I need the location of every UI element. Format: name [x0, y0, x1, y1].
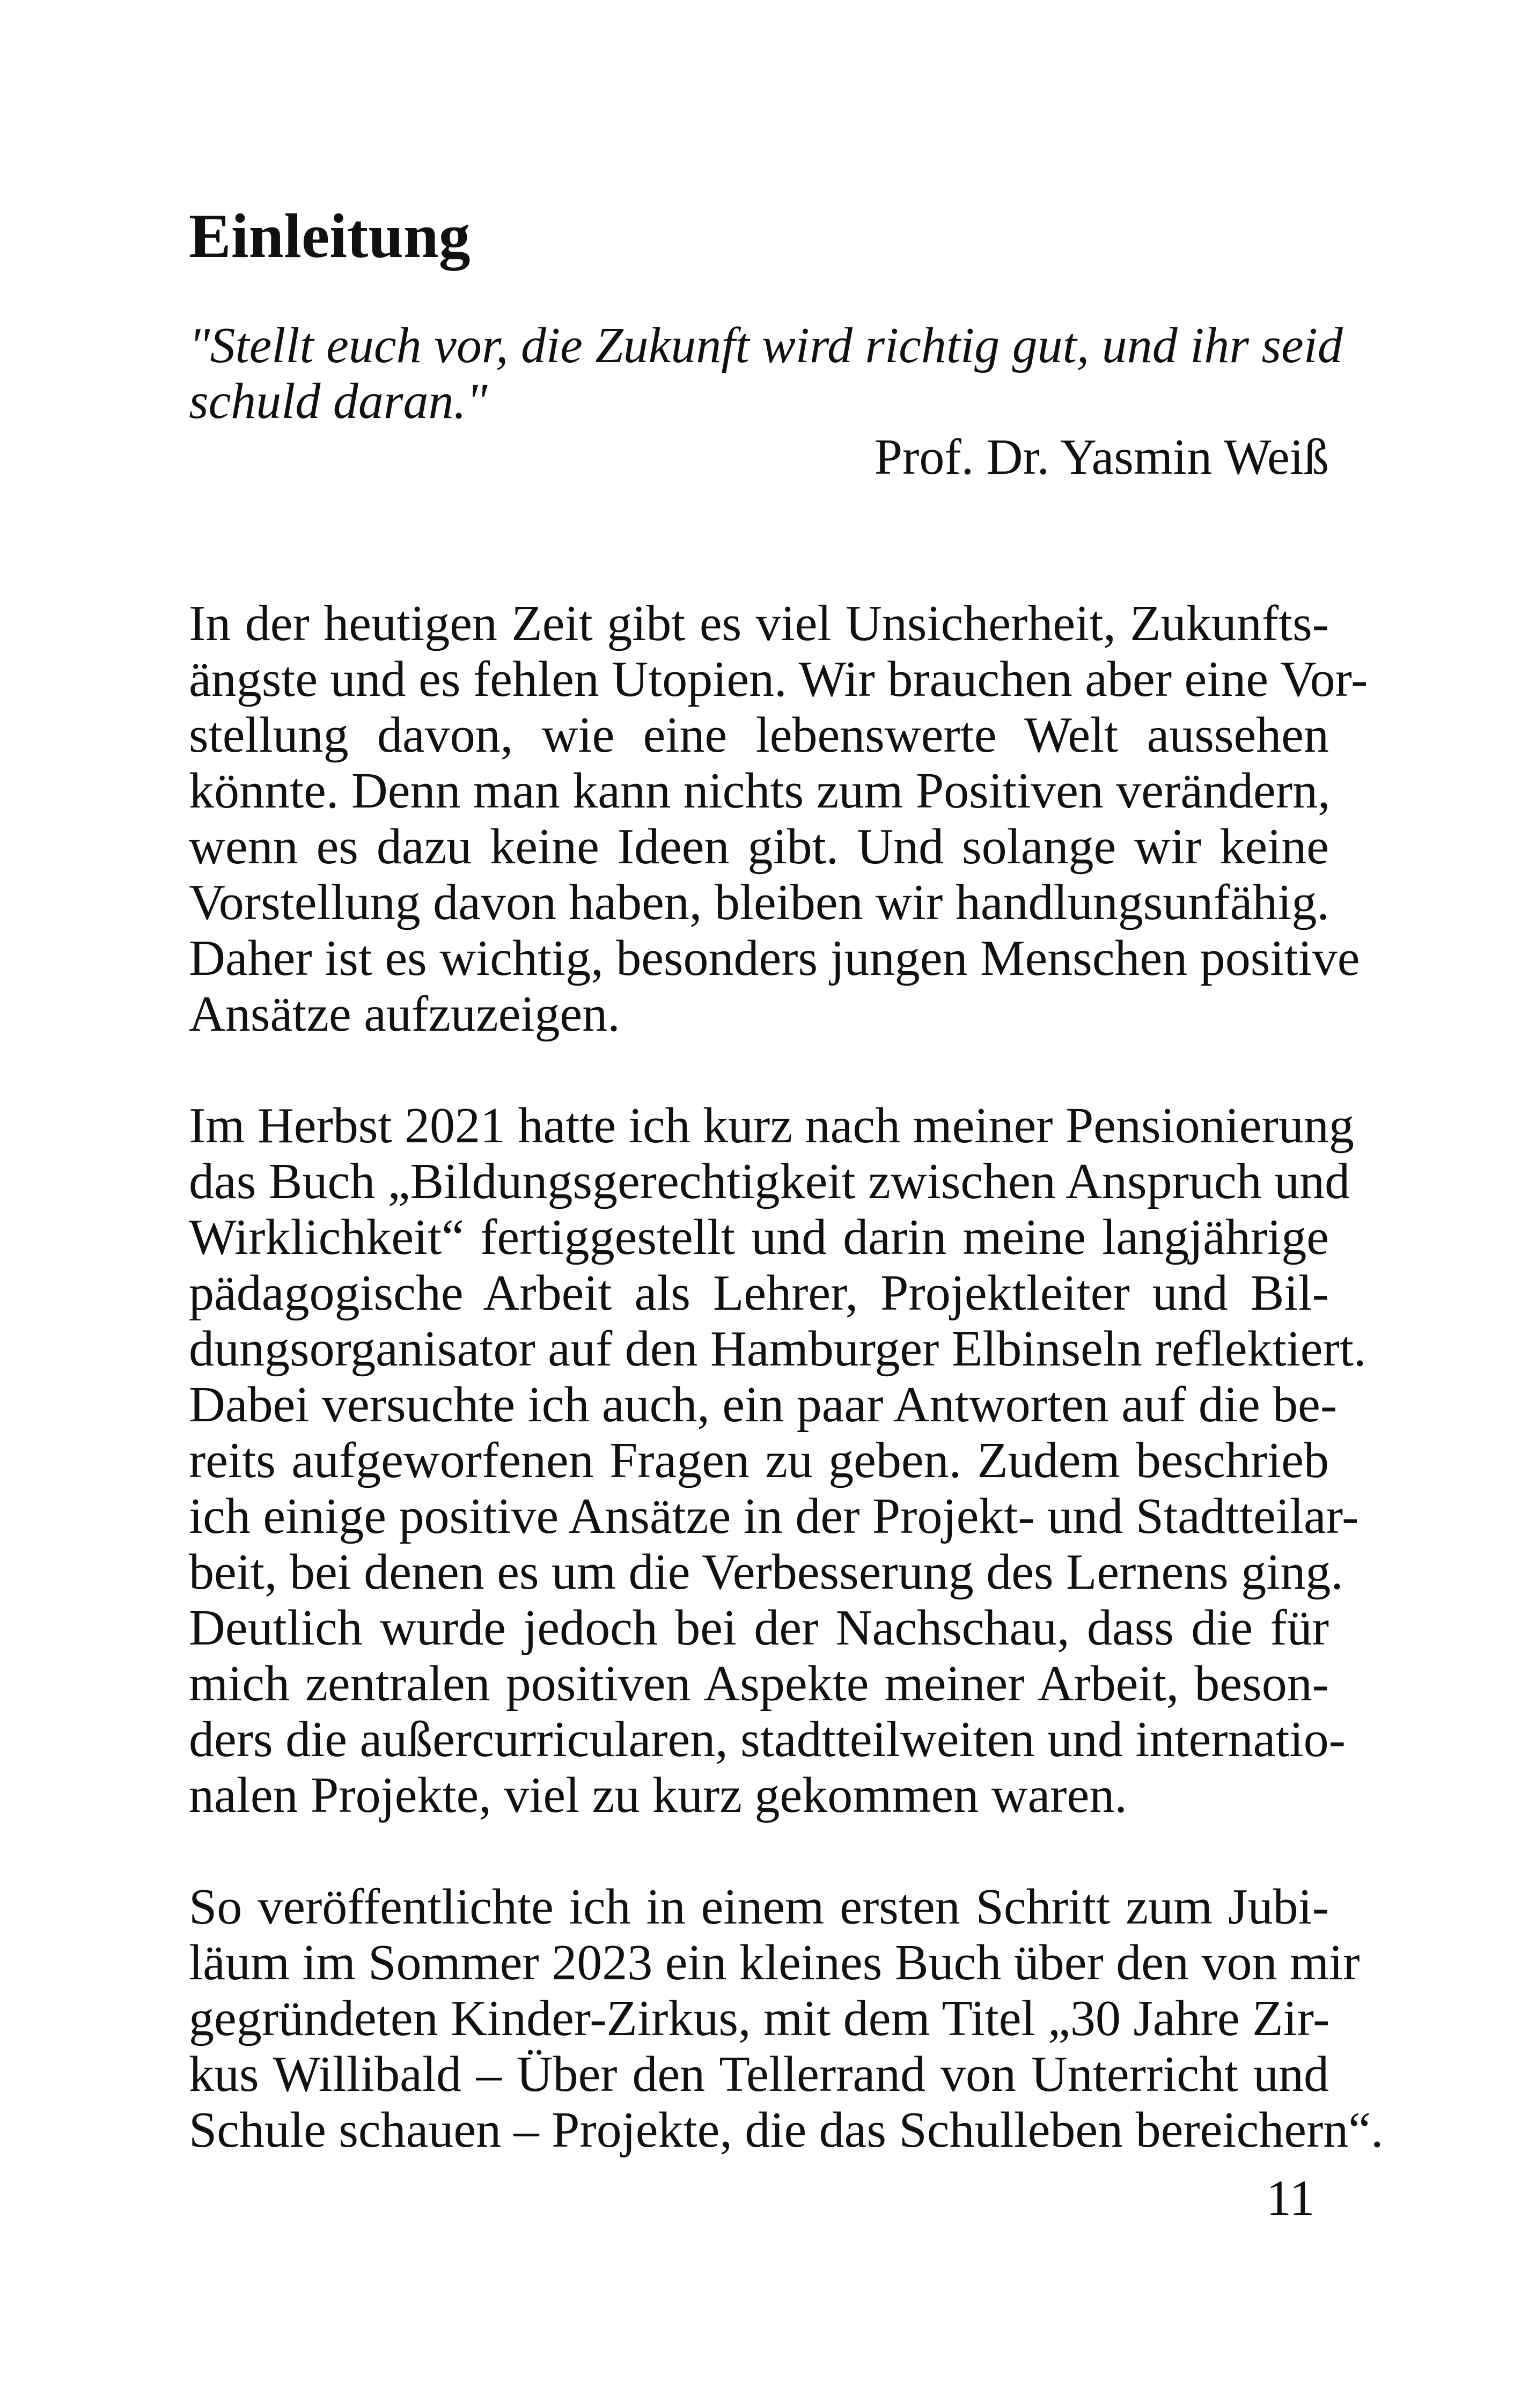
text-line: nalen Projekte, viel zu kurz gekommen waren.: [189, 1767, 1127, 1823]
page-number: 11: [1266, 2170, 1315, 2226]
text-line: ängste und es fehlen Utopien. Wir brauchen aber eine Vor-: [189, 651, 1368, 707]
text-line: beit, bei denen es um die Verbesserung des Lernens ging.: [189, 1544, 1343, 1600]
text-line: Wirklichkeit“ fertiggestellt und darin meine langjährige: [189, 1209, 1329, 1265]
epigraph-line: "Stellt euch vor, die Zukunft wird richtig gut, und ihr seid: [189, 318, 1343, 373]
text-line: kus Willibald – Über den Tellerrand von Unterricht und: [189, 2046, 1329, 2102]
page-body: [189, 193, 1384, 2214]
text-line: Im Herbst 2021 hatte ich kurz nach meiner Pensionierung: [189, 1098, 1354, 1154]
text-line: So veröffentlichte ich in einem ersten Schritt zum Jubi-: [189, 1879, 1329, 1935]
text-line: Daher ist es wichtig, besonders jungen Menschen positive: [189, 930, 1360, 986]
text-line: Deutlich wurde jedoch bei der Nachschau, dass die für: [189, 1600, 1329, 1656]
text-line: dungsorganisator auf den Hamburger Elbinseln reflektiert.: [189, 1321, 1366, 1377]
text-line: In der heutigen Zeit gibt es viel Unsicherheit, Zukunfts-: [189, 596, 1329, 651]
epigraph-attribution: Prof. Dr. Yasmin Weiß: [874, 429, 1329, 485]
paragraph-2: [189, 1098, 1366, 1823]
paragraph-1: [189, 596, 1368, 1042]
text-line: gegründeten Kinder-Zirkus, mit dem Titel „30 Jahre Zir-: [189, 1991, 1330, 2046]
text-line: ders die außercurricularen, stadtteilweiten und internatio-: [189, 1712, 1346, 1767]
chapter-heading: Einleitung: [189, 201, 471, 271]
text-line: mich zentralen positiven Aspekte meiner Arbeit, beson-: [189, 1656, 1329, 1712]
text-line: Schule schauen – Projekte, die das Schulleben bereichern“.: [189, 2102, 1384, 2158]
text-line: ich einige positive Ansätze in der Projekt- und Stadtteilar-: [189, 1488, 1359, 1544]
text-line: stellung davon, wie eine lebenswerte Welt aussehen: [189, 707, 1329, 763]
epigraph-line: schuld daran.": [189, 373, 488, 429]
text-line: das Buch „Bildungsgerechtigkeit zwischen Anspruch und: [189, 1154, 1350, 1209]
text-line: Vorstellung davon haben, bleiben wir handlungsunfähig.: [189, 875, 1329, 930]
text-line: reits aufgeworfenen Fragen zu geben. Zudem beschrieb: [189, 1433, 1329, 1488]
text-line: Dabei versuchte ich auch, ein paar Antworten auf die be-: [189, 1377, 1338, 1433]
paragraph-3: [189, 1879, 1384, 2158]
text-line: läum im Sommer 2023 ein kleines Buch über den von mir: [189, 1935, 1360, 1991]
text-line: pädagogische Arbeit als Lehrer, Projektleiter und Bil-: [189, 1265, 1329, 1321]
text-line: Ansätze aufzuzeigen.: [189, 986, 620, 1042]
epigraph-quote: [189, 318, 1343, 429]
text-line: wenn es dazu keine Ideen gibt. Und solange wir keine: [189, 819, 1329, 875]
text-line: könnte. Denn man kann nichts zum Positiven verändern,: [189, 763, 1331, 819]
